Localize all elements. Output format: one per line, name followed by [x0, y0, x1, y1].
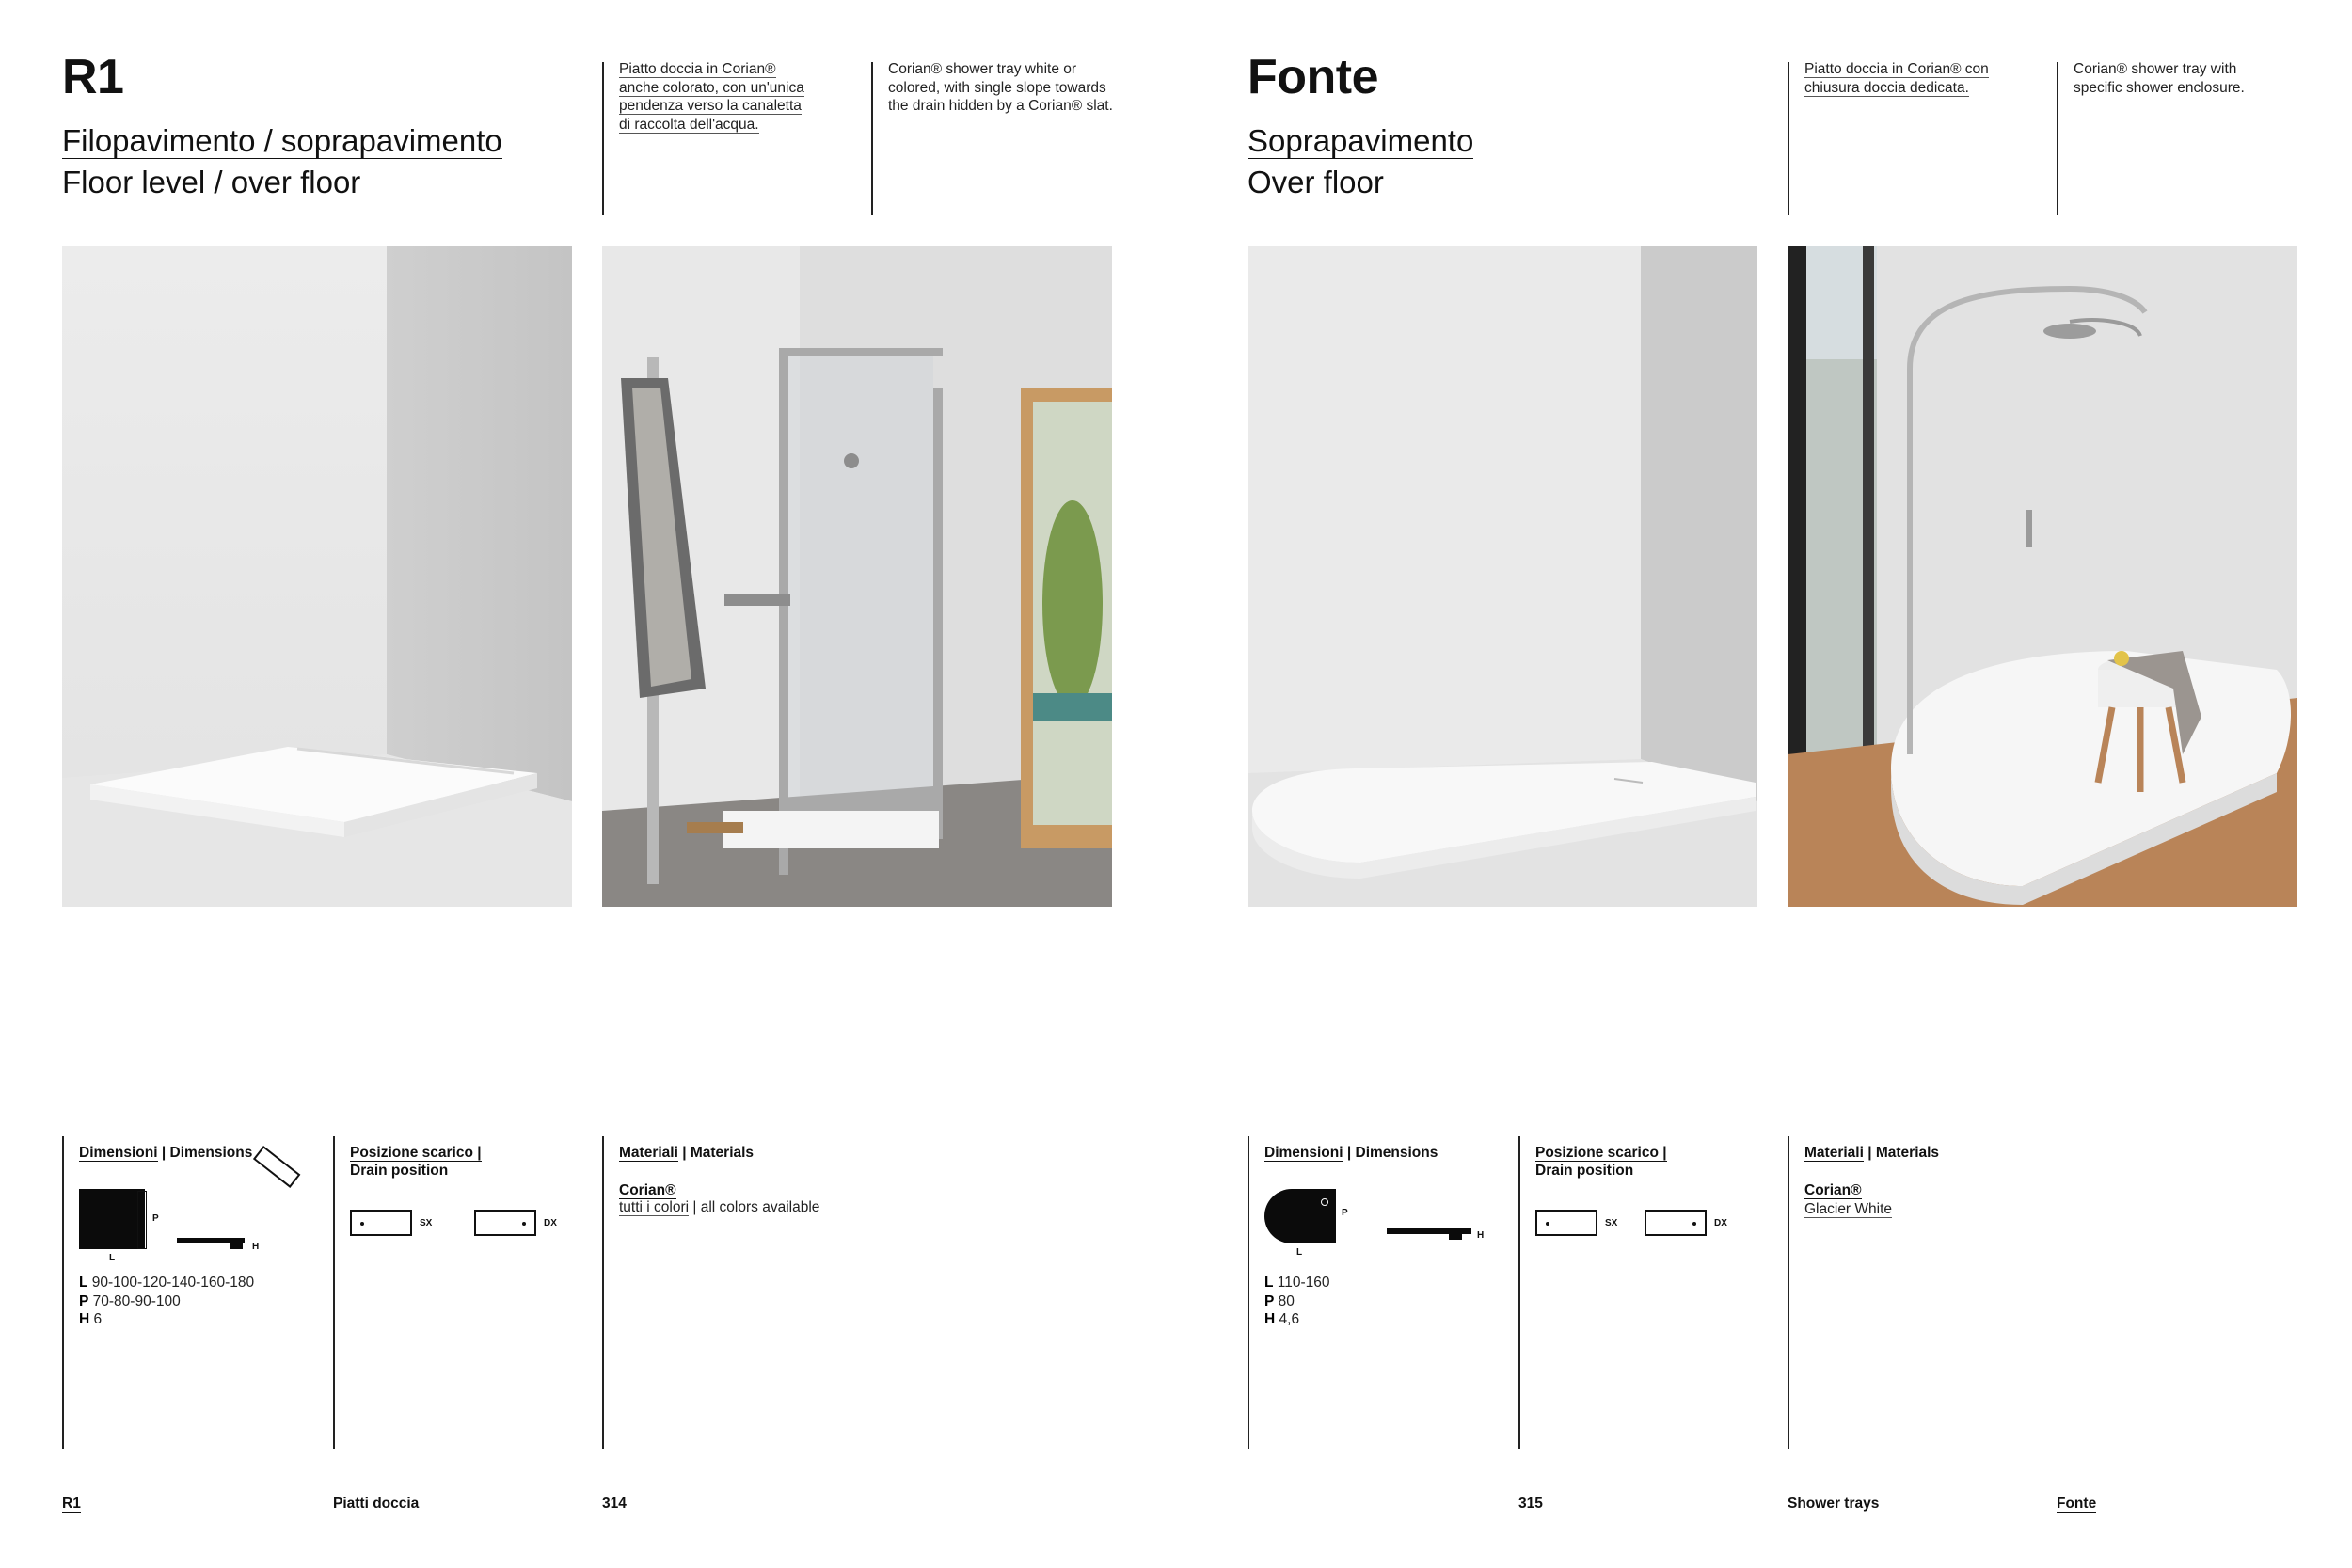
photo-r1-tray: [62, 246, 572, 907]
drain-profile-icon: [230, 1240, 243, 1249]
subtitle-it-r1: Filopavimento / soprapavimento: [62, 123, 502, 158]
drain-sx-diagram: [350, 1210, 412, 1236]
label-l: L: [109, 1253, 116, 1263]
drain-dx-label: DX: [1714, 1218, 1727, 1228]
drain-dx-diagram: [474, 1210, 536, 1236]
label-p: P: [152, 1213, 159, 1224]
tray-plan-icon: [79, 1189, 145, 1249]
footer-category-right: Shower trays: [1788, 1496, 1880, 1512]
material-detail-fonte: Glacier White: [1804, 1201, 1893, 1217]
product-title-fonte: Fonte: [1248, 50, 1379, 104]
description-it-fonte: Piatto doccia in Corian® con chiusura doccia dedicata.: [1804, 61, 1989, 96]
photo-fonte-bathroom: [1788, 246, 2297, 907]
divider: [1248, 1136, 1249, 1449]
footer-section-r1[interactable]: R1: [62, 1496, 81, 1512]
drain-sx-diagram: [1535, 1210, 1597, 1236]
divider: [2057, 62, 2058, 215]
page-number-left: 314: [602, 1496, 627, 1512]
subtitle-it-fonte: Soprapavimento: [1248, 123, 1474, 158]
label-p: P: [1342, 1208, 1348, 1218]
material-detail-r1: tutti i colori | all colors available: [619, 1199, 820, 1215]
footer-section-fonte[interactable]: Fonte: [2057, 1496, 2097, 1512]
divider: [1788, 62, 1789, 215]
subtitle-en-fonte: Over floor: [1248, 165, 1384, 199]
photo-r1-bathroom: [602, 246, 1112, 907]
drain-dx-label: DX: [544, 1218, 557, 1228]
drain-heading-fonte: Posizione scarico | Drain position: [1535, 1145, 1667, 1179]
product-title-r1: R1: [62, 50, 124, 104]
description-en-r1: Corian® shower tray white or colored, with single slope towards the drain hidden by a Corian® slat.: [888, 61, 1113, 114]
dimensions-heading-r1: Dimensioni | Dimensions: [79, 1145, 253, 1161]
material-name-fonte: Corian®: [1804, 1182, 1862, 1198]
photo-fonte-tray: [1248, 246, 1757, 907]
drain-sx-label: SX: [1605, 1218, 1618, 1228]
label-l: L: [1296, 1247, 1303, 1258]
divider: [871, 62, 873, 215]
divider: [602, 62, 604, 215]
tray-plan-icon: [1264, 1189, 1336, 1243]
drain-slat-icon: [137, 1191, 147, 1249]
subtitle-en-r1: Floor level / over floor: [62, 165, 361, 199]
drain-dx-diagram: [1645, 1210, 1707, 1236]
divider: [1788, 1136, 1789, 1449]
description-it-r1: Piatto doccia in Corian® anche colorato, con un'unica pendenza verso la canaletta di raccolta dell'acqua.: [619, 61, 804, 133]
label-h: H: [252, 1242, 260, 1252]
footer-category-left: Piatti doccia: [333, 1496, 420, 1512]
materials-heading-r1: Materiali | Materials: [619, 1145, 755, 1161]
divider: [602, 1136, 604, 1449]
divider: [62, 1136, 64, 1449]
materials-heading-fonte: Materiali | Materials: [1804, 1145, 1940, 1161]
drain-heading-r1: Posizione scarico | Drain position: [350, 1145, 482, 1179]
ruler-icon: [253, 1146, 300, 1188]
divider: [333, 1136, 335, 1449]
dimensions-values-fonte: L 110-160 P 80 H 4,6: [1264, 1275, 1330, 1327]
dimensions-values-r1: L 90-100-120-140-160-180 P 70-80-90-100 H 6: [79, 1275, 255, 1327]
drain-profile-icon: [1449, 1230, 1462, 1240]
material-name-r1: Corian®: [619, 1182, 676, 1198]
page-number-right: 315: [1518, 1496, 1543, 1512]
dimensions-heading-fonte: Dimensioni | Dimensions: [1264, 1145, 1438, 1161]
label-h: H: [1477, 1230, 1485, 1241]
divider: [1518, 1136, 1520, 1449]
drain-sx-label: SX: [420, 1218, 433, 1228]
description-en-fonte: Corian® shower tray with specific shower enclosure.: [2074, 61, 2245, 96]
